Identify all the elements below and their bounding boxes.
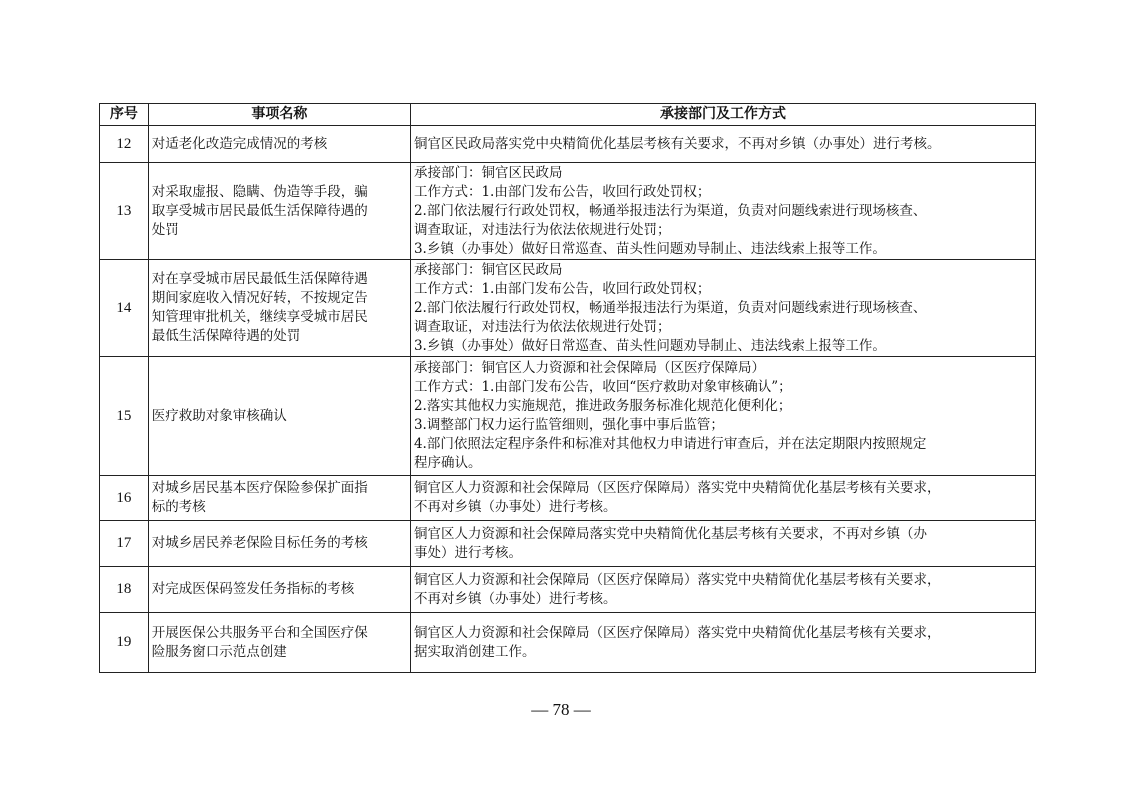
department-method-line: 承接部门：铜官区民政局 [413, 164, 563, 181]
table-row [100, 613, 1036, 673]
department-method-line: 4.部门依照法定程序条件和标准对其他权力申请进行审查后，并在法定期限内按照规定 [413, 436, 927, 452]
item-name-line: 期间家庭收入情况好转，不按规定告 [151, 290, 368, 306]
department-method-cell [410, 521, 1035, 567]
header-item-name: 事项名称 [148, 104, 410, 126]
department-method-line: 工作方式：1.由部门发布公告，收回行政处罚权； [413, 183, 711, 200]
item-name-line: 对城乡居民基本医疗保险参保扩面指 [151, 480, 368, 496]
department-method-cell [410, 163, 1035, 260]
department-method-line: 调查取证，对违法行为依法依规进行处罚； [413, 221, 671, 238]
department-method-line: 调查取证，对违法行为依法依规进行处罚； [413, 318, 671, 335]
department-method-line: 不再对乡镇（办事处）进行考核。 [413, 590, 617, 607]
department-method-cell [410, 357, 1035, 476]
item-name-line: 处罚 [151, 221, 179, 238]
row-number: 14 [100, 260, 149, 357]
department-method-line: 事处）进行考核。 [413, 544, 522, 561]
item-name-line: 对采取虚报、隐瞒、伪造等手段，骗 [151, 183, 368, 200]
item-name-line: 对城乡居民养老保险目标任务的考核 [151, 535, 368, 551]
item-name-cell [148, 613, 410, 673]
department-method-line: 铜官区民政局落实党中央精简优化基层考核有关要求，不再对乡镇（办事处）进行考核。 [413, 135, 941, 152]
item-name-cell [148, 126, 410, 163]
row-number: 17 [100, 521, 149, 567]
item-name-cell [148, 357, 410, 476]
table-row [100, 476, 1036, 521]
department-method-line: 铜官区人力资源和社会保障局落实党中央精简优化基层考核有关要求，不再对乡镇（办 [413, 525, 927, 542]
row-number: 16 [100, 476, 149, 521]
item-name-cell [148, 260, 410, 357]
department-method-cell [410, 476, 1035, 521]
department-method-line: 不再对乡镇（办事处）进行考核。 [413, 499, 617, 515]
item-name-line: 知管理审批机关，继续享受城市居民 [151, 309, 368, 325]
department-method-line: 2.落实其他权力实施规范，推进政务服务标准化规范化便利化； [413, 398, 792, 414]
department-method-line: 工作方式：1.由部门发布公告，收回行政处罚权； [413, 280, 711, 297]
department-method-line: 承接部门：铜官区民政局 [413, 261, 563, 278]
item-name-line: 医疗救助对象审核确认 [151, 407, 287, 424]
row-number: 12 [100, 126, 149, 163]
item-name-line: 最低生活保障待遇的处罚 [151, 328, 301, 344]
item-name-line: 取享受城市居民最低生活保障待遇的 [151, 202, 368, 219]
row-number: 13 [100, 163, 149, 260]
item-name-cell [148, 163, 410, 260]
department-method-cell [410, 567, 1035, 613]
department-method-line: 铜官区人力资源和社会保障局（区医疗保障局）落实党中央精简优化基层考核有关要求， [413, 571, 941, 588]
department-method-line: 3.乡镇（办事处）做好日常巡查、苗头性问题劝导制止、违法线索上报等工作。 [413, 240, 886, 257]
item-name-cell [148, 476, 410, 521]
row-number: 19 [100, 613, 149, 673]
table-row [100, 567, 1036, 613]
item-name-line: 险服务窗口示范点创建 [151, 643, 287, 660]
item-name-line: 对适老化改造完成情况的考核 [151, 135, 328, 152]
item-name-line: 开展医保公共服务平台和全国医疗保 [151, 624, 368, 641]
department-method-line: 铜官区人力资源和社会保障局（区医疗保障局）落实党中央精简优化基层考核有关要求， [413, 624, 941, 641]
matters-table [99, 103, 1036, 673]
department-method-line: 铜官区人力资源和社会保障局（区医疗保障局）落实党中央精简优化基层考核有关要求， [413, 480, 941, 496]
table-row [100, 260, 1036, 357]
header-department-method: 承接部门及工作方式 [410, 104, 1035, 126]
department-method-line: 3.调整部门权力运行监管细则，强化事中事后监管； [413, 417, 724, 433]
department-method-line: 2.部门依法履行行政处罚权，畅通举报违法行为渠道，负责对问题线索进行现场核查、 [413, 202, 927, 219]
table-row [100, 521, 1036, 567]
department-method-line: 承接部门：铜官区人力资源和社会保障局（区医疗保障局） [413, 360, 765, 376]
page-number: — 78 — [531, 700, 591, 719]
department-method-line: 3.乡镇（办事处）做好日常巡查、苗头性问题劝导制止、违法线索上报等工作。 [413, 337, 886, 354]
header-serial-number: 序号 [100, 104, 149, 126]
department-method-cell [410, 126, 1035, 163]
department-method-line: 2.部门依法履行行政处罚权，畅通举报违法行为渠道，负责对问题线索进行现场核查、 [413, 299, 927, 316]
item-name-cell [148, 521, 410, 567]
table-row [100, 126, 1036, 163]
table-row [100, 163, 1036, 260]
department-method-line: 程序确认。 [413, 455, 482, 471]
row-number: 15 [100, 357, 149, 476]
department-method-cell [410, 260, 1035, 357]
department-method-line: 据实取消创建工作。 [413, 643, 536, 660]
row-number: 18 [100, 567, 149, 613]
item-name-line: 对完成医保码签发任务指标的考核 [151, 581, 355, 597]
item-name-line: 对在享受城市居民最低生活保障待遇 [151, 271, 368, 287]
item-name-line: 标的考核 [151, 499, 206, 515]
item-name-cell [148, 567, 410, 613]
department-method-line: 工作方式：1.由部门发布公告，收回“医疗救助对象审核确认”； [413, 379, 792, 395]
table-header-row [100, 104, 1036, 126]
table-row [100, 357, 1036, 476]
department-method-cell [410, 613, 1035, 673]
